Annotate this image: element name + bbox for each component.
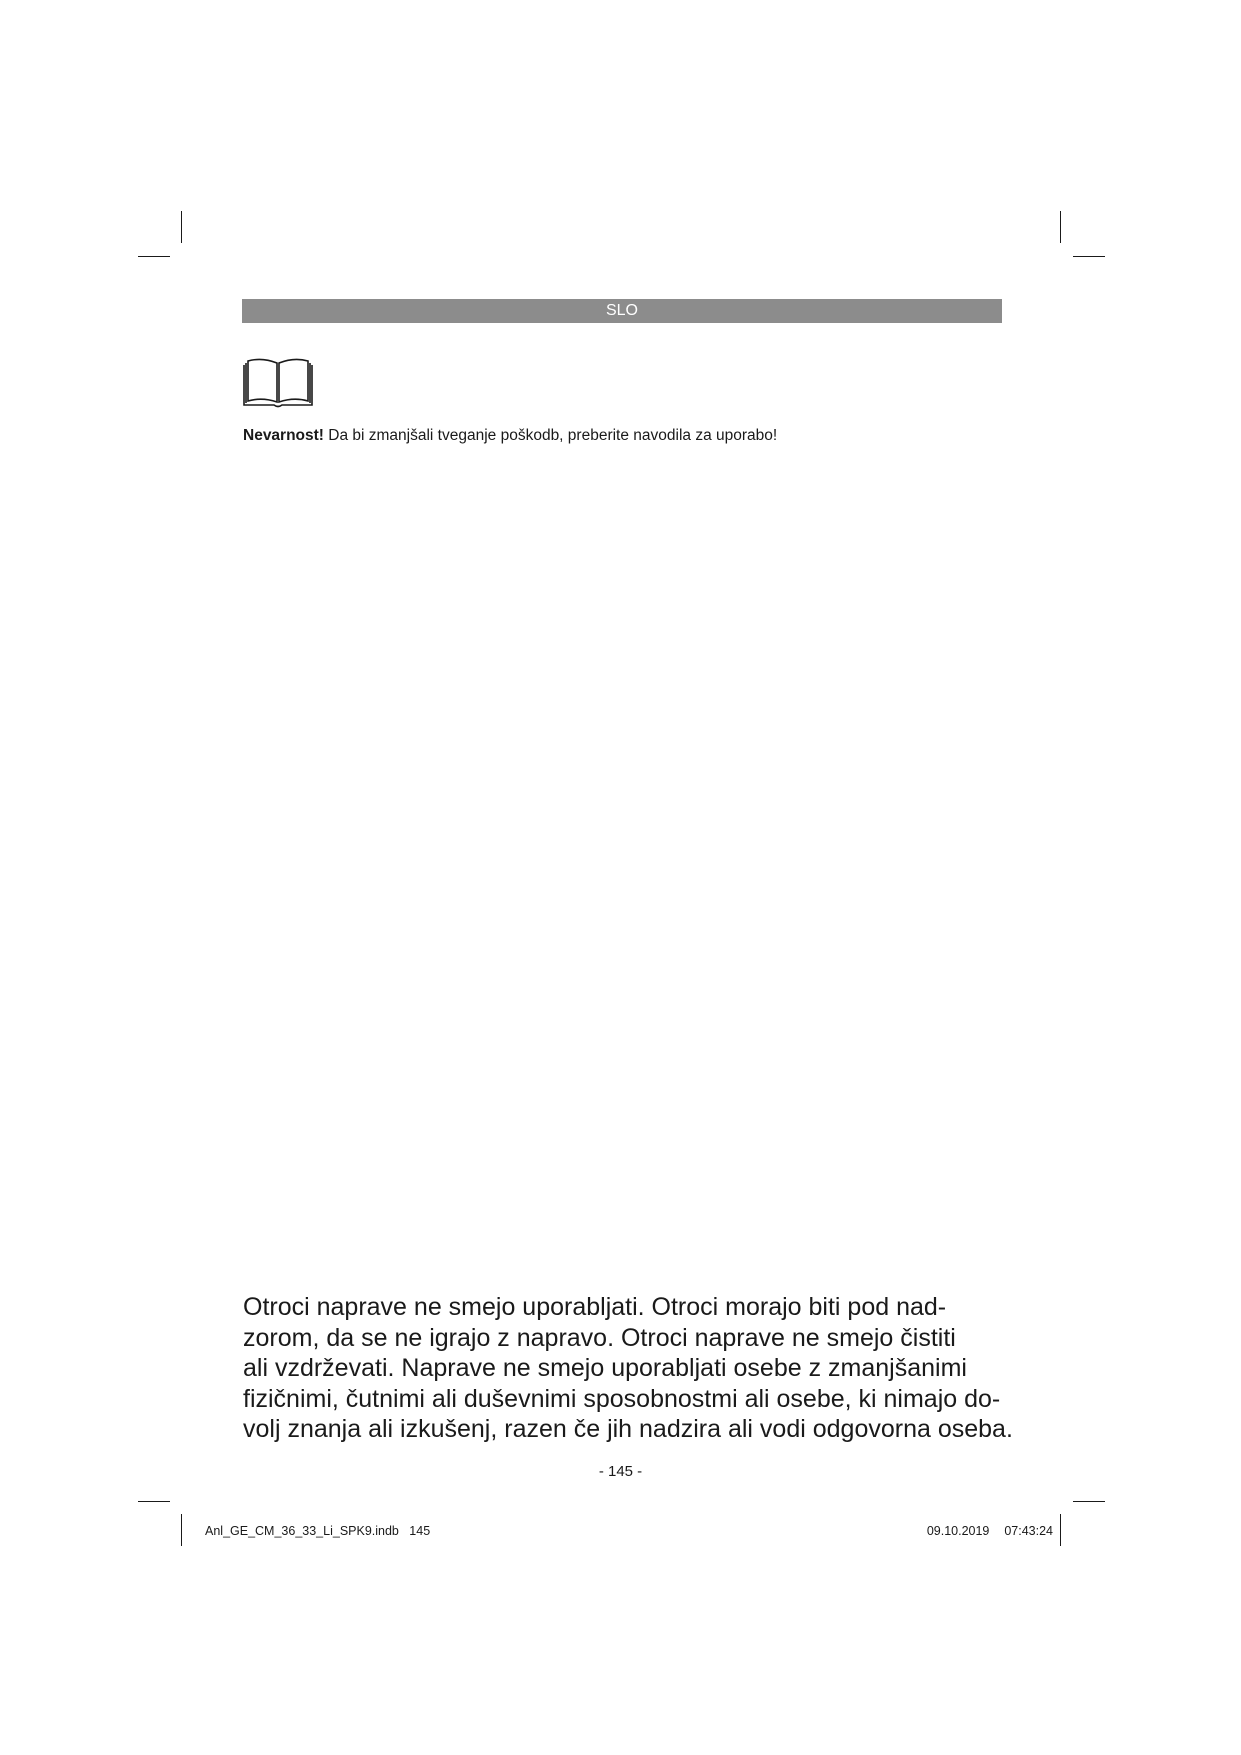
paragraph-line: ali vzdrževati. Naprave ne smejo uporabljati osebe z zmanjšanimi <box>243 1354 967 1382</box>
crop-mark-top-right-vertical <box>1060 211 1061 243</box>
warning-text: Da bi zmanjšali tveganje poškodb, preberite navodila za uporabo! <box>323 427 778 444</box>
paragraph-line: zorom, da se ne igrajo z napravo. Otroci naprave ne smejo čistiti <box>243 1323 956 1352</box>
paragraph-line: volj znanja ali izkušenj, razen če jih nadzira ali vodi odgovorna oseba. <box>243 1415 1013 1443</box>
paragraph-line: Otroci naprave ne smejo uporabljati. Otroci morajo biti pod nad- <box>243 1293 947 1321</box>
print-timestamp: 09.10.2019 07:43:24 <box>926 1524 1053 1538</box>
crop-mark-bottom-right-vertical <box>1060 1514 1061 1546</box>
children-safety-paragraph <box>243 1292 1023 1445</box>
crop-mark-bottom-right-horizontal <box>1073 1501 1105 1502</box>
language-code: SLO <box>605 302 638 319</box>
open-book-icon <box>242 357 314 409</box>
language-header-bar <box>242 299 1002 323</box>
warning-label: Nevarnost! <box>243 427 324 444</box>
crop-mark-top-left-horizontal <box>138 256 170 257</box>
warning-notice <box>243 426 1003 446</box>
crop-mark-bottom-left-horizontal <box>138 1501 170 1502</box>
page-number: - 145 - <box>598 1463 643 1480</box>
print-file-name: Anl_GE_CM_36_33_Li_SPK9.indb 145 <box>205 1524 431 1538</box>
paragraph-line: fizičnimi, čutnimi ali duševnimi sposobnostmi ali osebe, ki nimajo do- <box>243 1384 1001 1413</box>
crop-mark-bottom-left-vertical <box>181 1514 182 1546</box>
crop-mark-top-right-horizontal <box>1073 256 1105 257</box>
crop-mark-top-left-vertical <box>181 211 182 243</box>
